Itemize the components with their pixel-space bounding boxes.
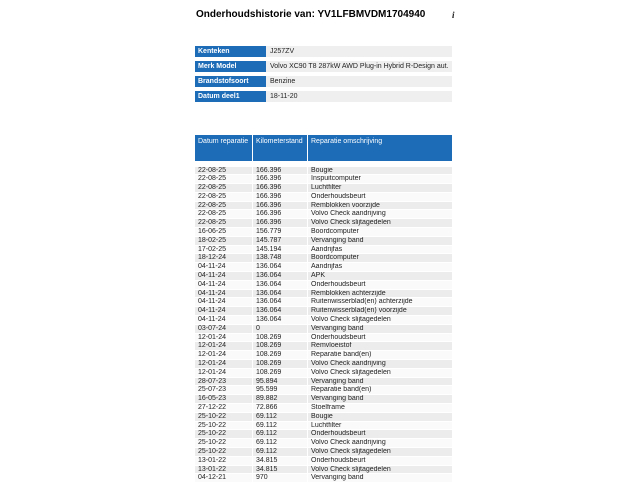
- maintenance-row: [195, 351, 452, 360]
- maintenance-row: [195, 457, 452, 466]
- repair-date-cell: 22-08-25: [195, 175, 253, 183]
- maintenance-row: [195, 219, 452, 228]
- mileage-cell: 0: [253, 325, 308, 333]
- repair-description-cell: Volvo Check slijtagedelen: [308, 219, 452, 227]
- repair-date-cell: 12-01-24: [195, 360, 253, 368]
- maintenance-row: [195, 167, 452, 176]
- repair-date-cell: 22-08-25: [195, 219, 253, 227]
- maintenance-history-table: [195, 135, 452, 483]
- mileage-cell: 95.599: [253, 386, 308, 394]
- maintenance-row: [195, 202, 452, 211]
- maintenance-row: [195, 413, 452, 422]
- repair-date-cell: 25-07-23: [195, 386, 253, 394]
- vehicle-info-label: Kenteken: [195, 46, 266, 57]
- mileage-cell: 69.112: [253, 430, 308, 438]
- maintenance-row: [195, 422, 452, 431]
- repair-date-cell: 04-12-21: [195, 474, 253, 482]
- mileage-cell: 108.269: [253, 360, 308, 368]
- maintenance-row: [195, 466, 452, 475]
- repair-date-cell: 03-07-24: [195, 325, 253, 333]
- mileage-cell: 166.396: [253, 210, 308, 218]
- vehicle-info-label: Datum deel1: [195, 91, 266, 102]
- maintenance-row: [195, 378, 452, 387]
- maintenance-row: [195, 290, 452, 299]
- repair-date-cell: 18-02-25: [195, 237, 253, 245]
- repair-date-cell: 12-01-24: [195, 369, 253, 377]
- repair-description-cell: Remblokken voorzijde: [308, 202, 452, 210]
- repair-date-cell: 22-08-25: [195, 184, 253, 192]
- repair-description-cell: Boordcomputer: [308, 254, 452, 262]
- repair-date-cell: 12-01-24: [195, 351, 253, 359]
- page-title: Onderhoudshistorie van: YV1LFBMVDM1704940: [196, 9, 425, 20]
- repair-description-cell: Luchtfilter: [308, 184, 452, 192]
- repair-date-cell: 16-06-25: [195, 228, 253, 236]
- vehicle-info-row: [195, 76, 452, 87]
- mileage-cell: 166.396: [253, 219, 308, 227]
- repair-description-cell: Onderhoudsbeurt: [308, 193, 452, 201]
- maintenance-row: [195, 325, 452, 334]
- vehicle-info-value: Volvo XC90 T8 287kW AWD Plug-in Hybrid R-Design aut.: [266, 61, 452, 72]
- repair-date-cell: 04-11-24: [195, 307, 253, 315]
- mileage-cell: 69.112: [253, 413, 308, 421]
- repair-description-cell: Ruitenwisserblad(en) achterzijde: [308, 298, 452, 306]
- mileage-cell: 72.866: [253, 404, 308, 412]
- maintenance-row: [195, 369, 452, 378]
- mileage-cell: 108.269: [253, 342, 308, 350]
- repair-description-cell: Ruitenwisserblad(en) voorzijde: [308, 307, 452, 315]
- repair-date-cell: 25-10-22: [195, 422, 253, 430]
- vehicle-info-row: [195, 61, 452, 72]
- column-header-datum-reparatie: Datum reparatie: [195, 135, 253, 161]
- repair-description-cell: Reparatie band(en): [308, 386, 452, 394]
- repair-description-cell: Volvo Check aandrijving: [308, 210, 452, 218]
- maintenance-row: [195, 184, 452, 193]
- maintenance-row: [195, 474, 452, 483]
- repair-description-cell: Vervanging band: [308, 325, 452, 333]
- maintenance-row: [195, 246, 452, 255]
- repair-description-cell: Volvo Check slijtagedelen: [308, 466, 452, 474]
- repair-description-cell: Onderhoudsbeurt: [308, 457, 452, 465]
- repair-description-cell: Remblokken achterzijde: [308, 290, 452, 298]
- mileage-cell: 156.779: [253, 228, 308, 236]
- repair-date-cell: 04-11-24: [195, 272, 253, 280]
- maintenance-row: [195, 254, 452, 263]
- maintenance-row: [195, 281, 452, 290]
- maintenance-row: [195, 439, 452, 448]
- vehicle-info-row: [195, 91, 452, 102]
- info-icon[interactable]: i: [452, 10, 455, 20]
- mileage-cell: 166.396: [253, 175, 308, 183]
- maintenance-row: [195, 404, 452, 413]
- vehicle-info-value: J257ZV: [266, 46, 452, 57]
- repair-date-cell: 04-11-24: [195, 290, 253, 298]
- vehicle-info-label: Brandstofsoort: [195, 76, 266, 87]
- repair-date-cell: 25-10-22: [195, 439, 253, 447]
- repair-description-cell: Volvo Check slijtagedelen: [308, 448, 452, 456]
- repair-date-cell: 13-01-22: [195, 457, 253, 465]
- repair-description-cell: Onderhoudsbeurt: [308, 281, 452, 289]
- mileage-cell: 166.396: [253, 193, 308, 201]
- mileage-cell: 166.396: [253, 167, 308, 175]
- mileage-cell: 166.396: [253, 202, 308, 210]
- repair-description-cell: Volvo Check slijtagedelen: [308, 316, 452, 324]
- repair-description-cell: Volvo Check aandrijving: [308, 360, 452, 368]
- maintenance-row: [195, 228, 452, 237]
- repair-description-cell: Luchtfilter: [308, 422, 452, 430]
- repair-date-cell: 28-07-23: [195, 378, 253, 386]
- maintenance-row: [195, 360, 452, 369]
- repair-description-cell: Vervanging band: [308, 474, 452, 482]
- maintenance-row: [195, 175, 452, 184]
- repair-description-cell: APK: [308, 272, 452, 280]
- repair-description-cell: Aandrijfas: [308, 246, 452, 254]
- maintenance-row: [195, 210, 452, 219]
- mileage-cell: 136.064: [253, 272, 308, 280]
- mileage-cell: 34.815: [253, 466, 308, 474]
- repair-date-cell: 25-10-22: [195, 413, 253, 421]
- vehicle-info-label: Merk Model: [195, 61, 266, 72]
- repair-description-cell: Boordcomputer: [308, 228, 452, 236]
- repair-description-cell: Onderhoudsbeurt: [308, 334, 452, 342]
- repair-description-cell: Vervanging band: [308, 237, 452, 245]
- repair-date-cell: 25-10-22: [195, 430, 253, 438]
- repair-date-cell: 04-11-24: [195, 316, 253, 324]
- repair-date-cell: 04-11-24: [195, 298, 253, 306]
- repair-date-cell: 22-08-25: [195, 210, 253, 218]
- maintenance-row: [195, 237, 452, 246]
- maintenance-row: [195, 386, 452, 395]
- maintenance-row: [195, 263, 452, 272]
- repair-date-cell: 25-10-22: [195, 448, 253, 456]
- mileage-cell: 69.112: [253, 439, 308, 447]
- maintenance-row: [195, 395, 452, 404]
- repair-description-cell: Volvo Check aandrijving: [308, 439, 452, 447]
- mileage-cell: 34.815: [253, 457, 308, 465]
- mileage-cell: 108.269: [253, 351, 308, 359]
- repair-description-cell: Vervanging band: [308, 378, 452, 386]
- maintenance-row: [195, 342, 452, 351]
- maintenance-row: [195, 193, 452, 202]
- repair-description-cell: Bougie: [308, 413, 452, 421]
- mileage-cell: 145.787: [253, 237, 308, 245]
- vehicle-info-value: Benzine: [266, 76, 452, 87]
- maintenance-table-header: [195, 135, 452, 161]
- maintenance-row: [195, 298, 452, 307]
- mileage-cell: 69.112: [253, 448, 308, 456]
- mileage-cell: 136.064: [253, 307, 308, 315]
- maintenance-row: [195, 307, 452, 316]
- mileage-cell: 145.194: [253, 246, 308, 254]
- maintenance-row: [195, 430, 452, 439]
- mileage-cell: 136.064: [253, 316, 308, 324]
- repair-date-cell: 22-08-25: [195, 167, 253, 175]
- repair-date-cell: 13-01-22: [195, 466, 253, 474]
- repair-date-cell: 17-02-25: [195, 246, 253, 254]
- vehicle-info-value: 18-11-20: [266, 91, 452, 102]
- maintenance-row: [195, 316, 452, 325]
- mileage-cell: 136.064: [253, 263, 308, 271]
- repair-description-cell: Vervanging band: [308, 395, 452, 403]
- mileage-cell: 136.064: [253, 290, 308, 298]
- maintenance-rows: [195, 167, 452, 483]
- mileage-cell: 136.064: [253, 281, 308, 289]
- mileage-cell: 108.269: [253, 369, 308, 377]
- mileage-cell: 95.894: [253, 378, 308, 386]
- repair-date-cell: 27-12-22: [195, 404, 253, 412]
- maintenance-row: [195, 448, 452, 457]
- mileage-cell: 970: [253, 474, 308, 482]
- repair-date-cell: 22-08-25: [195, 193, 253, 201]
- mileage-cell: 89.882: [253, 395, 308, 403]
- maintenance-row: [195, 272, 452, 281]
- vehicle-info-table: [195, 46, 452, 106]
- column-header-kilometerstand: Kilometerstand: [253, 135, 308, 161]
- mileage-cell: 136.064: [253, 298, 308, 306]
- mileage-cell: 69.112: [253, 422, 308, 430]
- mileage-cell: 166.396: [253, 184, 308, 192]
- repair-date-cell: 12-01-24: [195, 334, 253, 342]
- repair-date-cell: 12-01-24: [195, 342, 253, 350]
- vehicle-info-row: [195, 46, 452, 57]
- repair-description-cell: Bougie: [308, 167, 452, 175]
- repair-date-cell: 18-12-24: [195, 254, 253, 262]
- repair-description-cell: Onderhoudsbeurt: [308, 430, 452, 438]
- repair-description-cell: Remvloeistof: [308, 342, 452, 350]
- repair-description-cell: Inspuitcomputer: [308, 175, 452, 183]
- mileage-cell: 138.748: [253, 254, 308, 262]
- repair-description-cell: Aandrijfas: [308, 263, 452, 271]
- repair-date-cell: 04-11-24: [195, 263, 253, 271]
- repair-description-cell: Stoelframe: [308, 404, 452, 412]
- repair-date-cell: 16-05-23: [195, 395, 253, 403]
- repair-date-cell: 22-08-25: [195, 202, 253, 210]
- repair-description-cell: Reparatie band(en): [308, 351, 452, 359]
- mileage-cell: 108.269: [253, 334, 308, 342]
- column-header-reparatie-omschrijving: Reparatie omschrijving: [308, 135, 452, 161]
- repair-description-cell: Volvo Check slijtagedelen: [308, 369, 452, 377]
- maintenance-row: [195, 334, 452, 343]
- repair-date-cell: 04-11-24: [195, 281, 253, 289]
